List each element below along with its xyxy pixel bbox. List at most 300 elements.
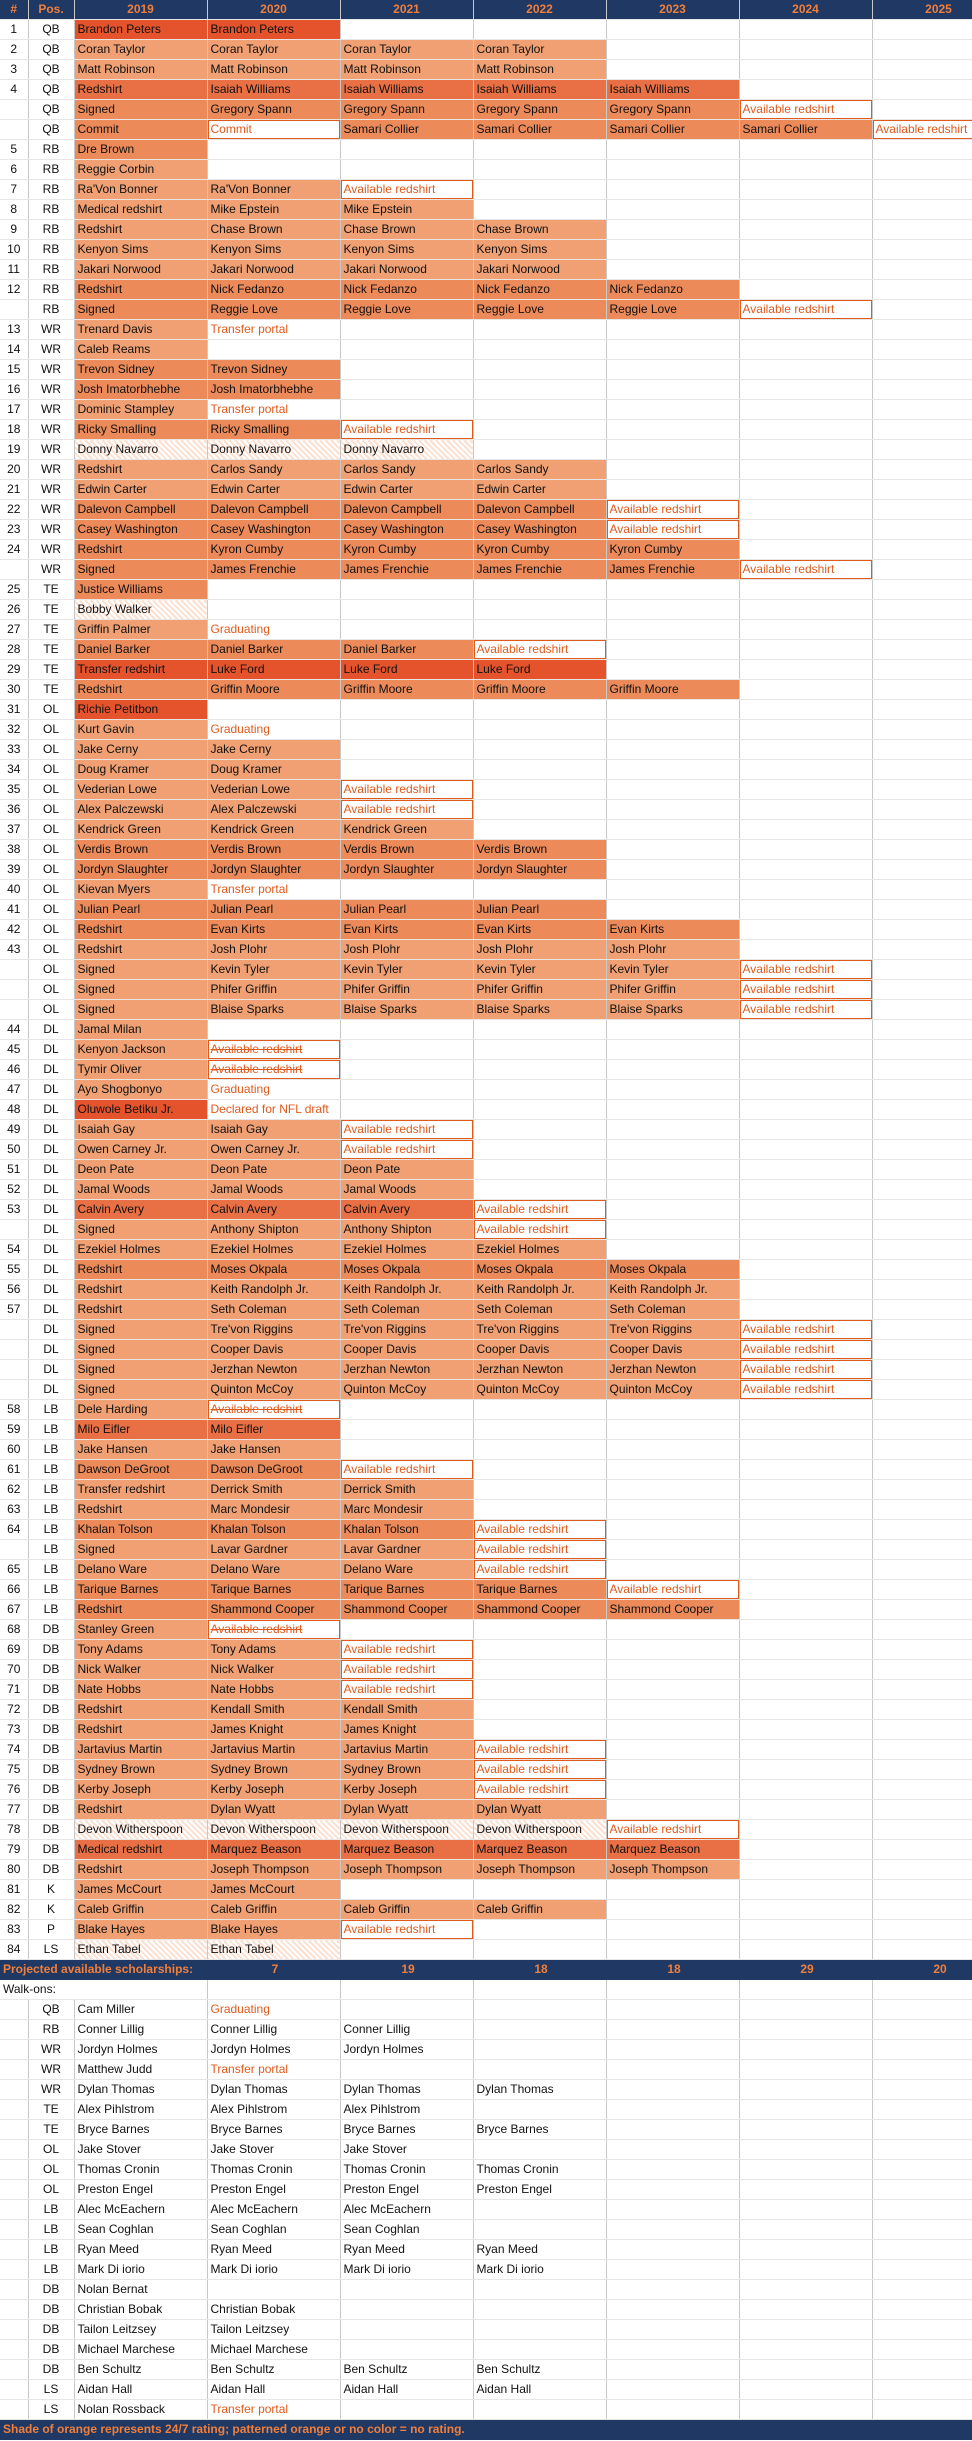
roster-row [0,140,972,160]
roster-body [0,20,972,1960]
roster-row [0,480,972,500]
row-position: WR [28,320,74,340]
row-position: DL [28,1060,74,1080]
empty-cell [739,400,872,420]
projected-value: 7 [207,1960,340,1980]
walkon-position: DB [28,2360,74,2380]
empty-cell [340,360,473,380]
roster-cell: Chase Brown [473,220,606,240]
roster-row [0,1320,972,1340]
walkon-body [0,2000,972,2420]
roster-cell: Available redshirt [739,1360,872,1380]
empty-cell [739,280,872,300]
row-number [0,100,28,120]
walkon-position: WR [28,2080,74,2100]
row-number: 27 [0,620,28,640]
empty-cell [739,2100,872,2120]
empty-cell [606,740,739,760]
row-number: 36 [0,800,28,820]
roster-cell: Kendrick Green [74,820,207,840]
walkon-cell: Cam Miller [74,2000,207,2020]
roster-cell: Isaiah Gay [74,1120,207,1140]
empty-cell [872,1740,972,1760]
empty-cell [872,900,972,920]
row-position: DB [28,1840,74,1860]
empty-cell [606,480,739,500]
empty-cell [739,220,872,240]
walkon-number [0,2200,28,2220]
roster-cell: Lavar Gardner [207,1540,340,1560]
row-number: 15 [0,360,28,380]
roster-row [0,1740,972,1760]
empty-cell [606,820,739,840]
row-position: RB [28,200,74,220]
roster-cell: Nick Fedanzo [473,280,606,300]
roster-cell: Gregory Spann [207,100,340,120]
empty-cell [739,2140,872,2160]
row-number: 37 [0,820,28,840]
empty-cell [872,2400,972,2420]
roster-cell: Moses Okpala [207,1260,340,1280]
empty-cell [739,1780,872,1800]
row-number: 63 [0,1500,28,1520]
empty-cell [473,1480,606,1500]
roster-cell: Alex Palczewski [74,800,207,820]
roster-cell: Available redshirt [606,520,739,540]
row-number [0,560,28,580]
empty-cell [606,2340,739,2360]
roster-cell: Caleb Griffin [207,1900,340,1920]
walkon-position: RB [28,2020,74,2040]
walkon-cell: Thomas Cronin [74,2160,207,2180]
roster-row [0,1120,972,1140]
roster-cell: Sydney Brown [74,1760,207,1780]
roster-cell: Quinton McCoy [340,1380,473,1400]
empty-cell [606,2180,739,2200]
roster-cell: Kendall Smith [340,1700,473,1720]
empty-cell [739,1400,872,1420]
walkon-number [0,2260,28,2280]
empty-cell [606,1520,739,1540]
walkon-row [0,2140,972,2160]
empty-cell [739,1280,872,1300]
walkon-cell: Bryce Barnes [74,2120,207,2140]
roster-cell: Marquez Beason [340,1840,473,1860]
roster-cell: Calvin Avery [340,1200,473,1220]
empty-cell [340,400,473,420]
walkon-row [0,2060,972,2080]
walkon-row [0,2020,972,2040]
empty-cell [872,1180,972,1200]
empty-cell [872,800,972,820]
roster-cell: Delano Ware [340,1560,473,1580]
row-position: QB [28,40,74,60]
empty-cell [872,40,972,60]
empty-cell [739,1120,872,1140]
row-position: DL [28,1220,74,1240]
roster-cell: Trevon Sidney [74,360,207,380]
walkon-cell: Sean Coghlan [207,2220,340,2240]
roster-row [0,160,972,180]
roster-cell: Sydney Brown [340,1760,473,1780]
roster-cell: Isaiah Williams [207,80,340,100]
roster-cell: Seth Coleman [340,1300,473,1320]
roster-cell: Shammond Cooper [606,1600,739,1620]
empty-cell [872,1240,972,1260]
walkon-cell: Bryce Barnes [340,2120,473,2140]
row-position: DL [28,1320,74,1340]
empty-cell [473,2300,606,2320]
roster-cell: James Knight [207,1720,340,1740]
roster-cell: Available redshirt [340,1140,473,1160]
empty-cell [473,2060,606,2080]
empty-cell [739,1300,872,1320]
roster-cell: Signed [74,100,207,120]
walkon-cell: Sean Coghlan [340,2220,473,2240]
empty-cell [872,720,972,740]
empty-cell [207,140,340,160]
roster-cell: James Knight [340,1720,473,1740]
roster-cell: Redshirt [74,680,207,700]
row-position: RB [28,160,74,180]
empty-cell [340,2320,473,2340]
empty-cell [473,1120,606,1140]
walkon-cell: Nolan Bernat [74,2280,207,2300]
walkon-position: TE [28,2100,74,2120]
roster-cell: Available redshirt [207,1620,340,1640]
empty-cell [872,300,972,320]
walkons-header-row [0,1980,972,2000]
empty-cell [606,760,739,780]
roster-cell: Tony Adams [74,1640,207,1660]
empty-cell [473,1700,606,1720]
empty-cell [872,1400,972,1420]
roster-cell: Jerzhan Newton [606,1360,739,1380]
empty-cell [473,1680,606,1700]
roster-row [0,1140,972,1160]
row-number [0,1380,28,1400]
roster-cell: Caleb Griffin [74,1900,207,1920]
empty-cell [739,200,872,220]
roster-cell: Dalevon Campbell [473,500,606,520]
roster-cell: Josh Plohr [207,940,340,960]
roster-cell: Available redshirt [473,1540,606,1560]
empty-cell [473,1880,606,1900]
row-number: 42 [0,920,28,940]
roster-row [0,540,972,560]
roster-row [0,880,972,900]
walkon-cell: Jake Stover [74,2140,207,2160]
row-position: QB [28,100,74,120]
row-number [0,980,28,1000]
roster-cell: Chase Brown [207,220,340,240]
empty-cell [340,1420,473,1440]
roster-cell: Jerzhan Newton [207,1360,340,1380]
roster-cell: Khalan Tolson [207,1520,340,1540]
roster-cell: Jordyn Slaughter [473,860,606,880]
empty-cell [340,1100,473,1120]
empty-cell [739,380,872,400]
roster-cell: Redshirt [74,920,207,940]
walkon-number [0,2280,28,2300]
empty-cell [872,2160,972,2180]
row-position: RB [28,180,74,200]
empty-cell [872,660,972,680]
empty-cell [872,2020,972,2040]
roster-cell: Verdis Brown [74,840,207,860]
row-position: LB [28,1560,74,1580]
roster-cell: Tarique Barnes [473,1580,606,1600]
empty-cell [739,1700,872,1720]
roster-row [0,20,972,40]
empty-cell [739,760,872,780]
roster-cell: Owen Carney Jr. [74,1140,207,1160]
projected-value: 20 [872,1960,972,1980]
empty-cell [872,2380,972,2400]
empty-cell [872,2000,972,2020]
empty-cell [739,2380,872,2400]
roster-row [0,800,972,820]
empty-cell [739,800,872,820]
roster-cell: Jordyn Slaughter [340,860,473,880]
roster-cell: Redshirt [74,1500,207,1520]
walkon-cell: Michael Marchese [207,2340,340,2360]
empty-cell [207,340,340,360]
walkon-number [0,2380,28,2400]
empty-cell [872,320,972,340]
empty-cell [739,1100,872,1120]
empty-cell [606,320,739,340]
walkon-number [0,2120,28,2140]
roster-cell: Kevin Tyler [606,960,739,980]
roster-cell: Lavar Gardner [340,1540,473,1560]
roster-cell: Reggie Love [473,300,606,320]
roster-cell: Quinton McCoy [606,1380,739,1400]
roster-row [0,1180,972,1200]
empty-cell [739,2260,872,2280]
empty-cell [606,160,739,180]
roster-cell: Redshirt [74,1300,207,1320]
row-position: OL [28,700,74,720]
empty-cell [739,180,872,200]
roster-cell: Tony Adams [207,1640,340,1660]
empty-cell [739,2160,872,2180]
row-position: WR [28,380,74,400]
empty-cell [606,1880,739,1900]
roster-cell: Medical redshirt [74,1840,207,1860]
roster-cell: Marquez Beason [473,1840,606,1860]
roster-cell: Matt Robinson [473,60,606,80]
empty-cell [739,1480,872,1500]
empty-cell [739,1420,872,1440]
roster-cell: Jamal Woods [74,1180,207,1200]
row-position: QB [28,60,74,80]
row-position: RB [28,280,74,300]
roster-cell: Jake Hansen [74,1440,207,1460]
row-position: K [28,1880,74,1900]
roster-cell: Jamal Woods [340,1180,473,1200]
roster-row [0,1060,972,1080]
empty-cell [872,620,972,640]
roster-cell: Blake Hayes [74,1920,207,1940]
roster-cell: Dylan Wyatt [207,1800,340,1820]
roster-cell: Blaise Sparks [207,1000,340,1020]
empty-cell [606,1120,739,1140]
roster-cell: Tre'von Riggins [340,1320,473,1340]
empty-cell [473,720,606,740]
walkon-cell: Dylan Thomas [340,2080,473,2100]
empty-cell [872,1100,972,1120]
empty-cell [739,600,872,620]
row-number: 4 [0,80,28,100]
empty-cell [340,1020,473,1040]
empty-cell [872,840,972,860]
roster-row [0,1020,972,1040]
empty-cell [872,1820,972,1840]
roster-cell: Calvin Avery [207,1200,340,1220]
row-number: 83 [0,1920,28,1940]
walkon-cell: Matthew Judd [74,2060,207,2080]
row-position: OL [28,800,74,820]
empty-cell [606,2380,739,2400]
empty-cell [473,1500,606,1520]
walkon-number [0,2040,28,2060]
empty-cell [739,2060,872,2080]
walkon-cell: Mark Di iorio [74,2260,207,2280]
walkon-cell: Mark Di iorio [207,2260,340,2280]
walkon-cell: Ben Schultz [74,2360,207,2380]
roster-cell: Tymir Oliver [74,1060,207,1080]
roster-row [0,1860,972,1880]
empty-cell [739,2200,872,2220]
empty-cell [739,1620,872,1640]
empty-cell [739,1580,872,1600]
roster-cell: Daniel Barker [340,640,473,660]
row-position: OL [28,760,74,780]
roster-cell: Available redshirt [340,180,473,200]
empty-cell [473,2400,606,2420]
empty-cell [872,1440,972,1460]
roster-cell: Available redshirt [739,560,872,580]
roster-cell: Delano Ware [207,1560,340,1580]
roster-cell: James Frenchie [340,560,473,580]
empty-cell [739,260,872,280]
roster-row [0,1660,972,1680]
roster-cell: Edwin Carter [473,480,606,500]
roster-cell: Available redshirt [739,1000,872,1020]
roster-cell: Blaise Sparks [606,1000,739,1020]
empty-cell [872,1620,972,1640]
roster-cell: Signed [74,300,207,320]
roster-cell: Calvin Avery [74,1200,207,1220]
roster-cell: Ricky Smalling [74,420,207,440]
roster-row [0,740,972,760]
empty-cell [739,820,872,840]
roster-cell: Available redshirt [340,420,473,440]
roster-cell: Tarique Barnes [74,1580,207,1600]
roster-cell: Moses Okpala [606,1260,739,1280]
roster-row [0,500,972,520]
empty-cell [872,360,972,380]
row-position: DL [28,1380,74,1400]
walkon-cell: Transfer portal [207,2060,340,2080]
roster-row [0,1920,972,1940]
roster-row [0,860,972,880]
empty-cell [473,380,606,400]
empty-cell [739,1680,872,1700]
roster-cell: Redshirt [74,1800,207,1820]
row-position: WR [28,340,74,360]
header-2021: 2021 [340,0,473,20]
row-number [0,120,28,140]
empty-cell [606,800,739,820]
roster-cell: Daniel Barker [207,640,340,660]
roster-cell: Trenard Davis [74,320,207,340]
row-position: DL [28,1020,74,1040]
empty-cell [872,1320,972,1340]
empty-cell [739,1200,872,1220]
walkon-cell: Ben Schultz [340,2360,473,2380]
empty-cell [739,140,872,160]
roster-cell: Available redshirt [606,500,739,520]
roster-cell: Verdis Brown [207,840,340,860]
roster-cell: Stanley Green [74,1620,207,1640]
row-number: 1 [0,20,28,40]
roster-cell: Samari Collier [473,120,606,140]
empty-cell [872,540,972,560]
roster-cell: Vederian Lowe [207,780,340,800]
roster-cell: Verdis Brown [340,840,473,860]
walkon-row [0,2220,972,2240]
roster-row [0,400,972,420]
row-position: DL [28,1140,74,1160]
empty-cell [606,1900,739,1920]
roster-cell: Derrick Smith [207,1480,340,1500]
empty-cell [340,2060,473,2080]
walkon-cell: Thomas Cronin [207,2160,340,2180]
walkon-cell: Nolan Rossback [74,2400,207,2420]
row-number: 22 [0,500,28,520]
empty-cell [606,2100,739,2120]
empty-cell [739,1860,872,1880]
roster-cell: Signed [74,1320,207,1340]
row-number: 65 [0,1560,28,1580]
row-number [0,1220,28,1240]
empty-cell [872,1060,972,1080]
roster-cell: Signed [74,1220,207,1240]
empty-cell [739,2000,872,2020]
empty-cell [872,100,972,120]
walkon-cell: Preston Engel [340,2180,473,2200]
roster-cell: Donny Navarro [340,440,473,460]
walkon-row [0,2400,972,2420]
row-position: WR [28,400,74,420]
roster-cell: Derrick Smith [340,1480,473,1500]
roster-row [0,1240,972,1260]
roster-cell: Reggie Love [606,300,739,320]
roster-cell: Signed [74,1380,207,1400]
empty-cell [872,1000,972,1020]
row-number: 18 [0,420,28,440]
row-number: 26 [0,600,28,620]
roster-cell: Keith Randolph Jr. [207,1280,340,1300]
walkon-number [0,2340,28,2360]
empty-cell [872,940,972,960]
roster-cell: Available redshirt [739,100,872,120]
roster-cell: Kendall Smith [207,1700,340,1720]
roster-cell: Oluwole Betiku Jr. [74,1100,207,1120]
row-number [0,1340,28,1360]
